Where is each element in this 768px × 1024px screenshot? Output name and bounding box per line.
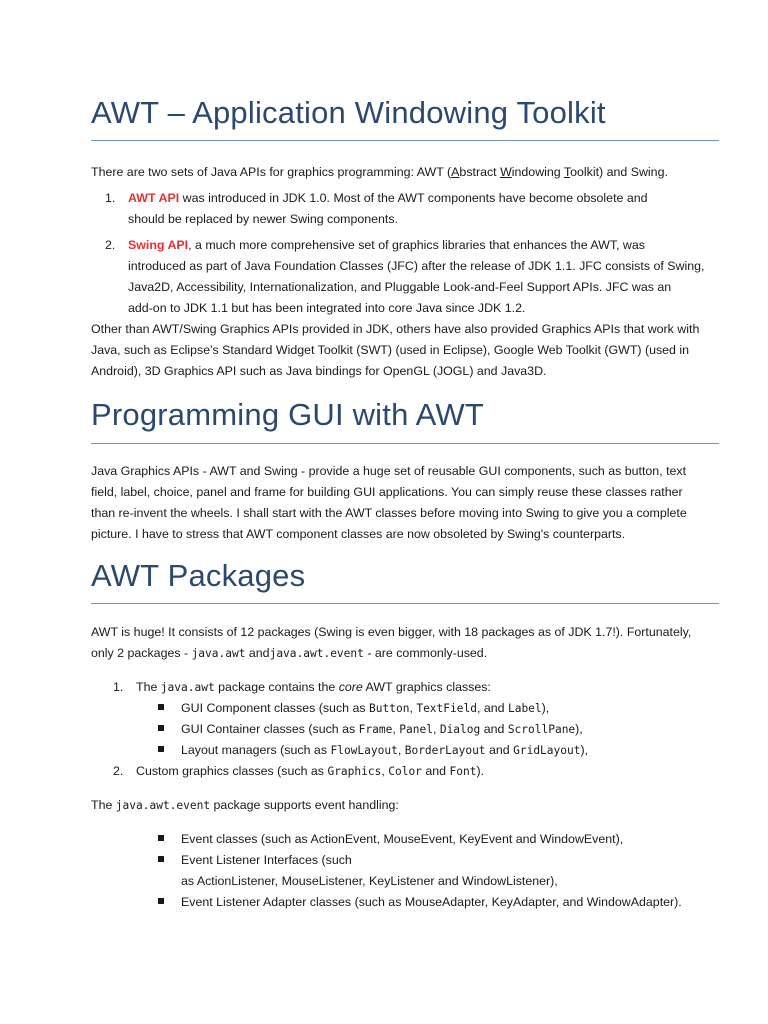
sublist-item-containers: GUI Container classes (such as Frame, Panel, Dialog and ScrollPane),	[181, 722, 583, 736]
sublist-item-layouts: Layout managers (such as FlowLayout, BorderLayout and GridLayout),	[181, 743, 589, 757]
sublist-item-components: GUI Component classes (such as Button, TextField, and Label),	[181, 701, 550, 715]
intro-paragraph: There are two sets of Java APIs for graphics programming: AWT (Abstract Windowing Toolkit) and Swing.	[91, 165, 668, 179]
packages-intro: AWT is huge! It consists of 12 packages (Swing is even bigger, with 18 packages as of JDK 1.7!). Fortunately, only 2 packages - java.awt andjava.awt.event - are commonly-used.	[91, 625, 692, 660]
list-item-java-awt: The java.awt package contains the core AWT graphics classes:	[136, 680, 491, 694]
bullet-icon	[158, 856, 164, 862]
event-list-item: Event classes (such as ActionEvent, MouseEvent, KeyEvent and WindowEvent),	[181, 832, 624, 846]
event-intro: The java.awt.event package supports event handling:	[91, 798, 399, 812]
list-number: 2.	[113, 764, 124, 778]
heading-rule	[91, 140, 719, 141]
event-list-item: Event Listener Interfaces (such as ActionListener, MouseListener, KeyListener and WindowListener),	[181, 853, 558, 888]
other-apis-paragraph: Other than AWT/Swing Graphics APIs provided in JDK, others have also provided Graphics APIs that work with Java, such as Eclipse's Standard Widget Toolkit (SWT) (used in Eclipse), Google Web Toolkit (GWT) (used in Android), 3D Graphics API such as Java bindings for OpenGL (JOGL) and Java3D.	[91, 322, 700, 378]
bullet-icon	[158, 898, 164, 904]
heading-awt-packages: AWT Packages	[91, 558, 306, 593]
bullet-icon	[158, 835, 164, 841]
heading-programming-gui: Programming GUI with AWT	[91, 397, 484, 432]
list-item-custom-graphics: Custom graphics classes (such as Graphics, Color and Font).	[136, 764, 485, 778]
bullet-icon	[158, 704, 164, 710]
heading-awt: AWT – Application Windowing Toolkit	[91, 95, 606, 130]
event-list-item: Event Listener Adapter classes (such as MouseAdapter, KeyAdapter, and WindowAdapter).	[181, 895, 682, 909]
bullet-icon	[158, 746, 164, 752]
list-number: 1.	[105, 191, 116, 205]
heading-rule	[91, 603, 719, 604]
list-number: 2.	[105, 238, 116, 252]
heading-rule	[91, 443, 719, 444]
list-number: 1.	[113, 680, 124, 694]
gui-paragraph: Java Graphics APIs - AWT and Swing - provide a huge set of reusable GUI components, such as button, text field, label, choice, panel and frame for building GUI applications. You can simply reuse these classes rather than re-invent the wheels. I shall start with the AWT classes before moving into Swing to give you a complete picture. I have to stress that AWT component classes are now obsoleted by Swing's counterparts.	[91, 464, 687, 541]
bullet-icon	[158, 725, 164, 731]
list-item-swing-api: Swing API, a much more comprehensive set of graphics libraries that enhances the AWT, was introduced as part of Java Foundation Classes (JFC) after the release of JDK 1.1. JFC consists of Swing, Java2D, Accessibility, Internationalization, and Pluggable Look-and-Feel Support APIs. JFC was an add-on to JDK 1.1 but has been integrated into core Java since JDK 1.2.	[128, 238, 705, 315]
list-item-awt-api: AWT API was introduced in JDK 1.0. Most of the AWT components have become obsolete and should be replaced by newer Swing components.	[128, 191, 648, 226]
